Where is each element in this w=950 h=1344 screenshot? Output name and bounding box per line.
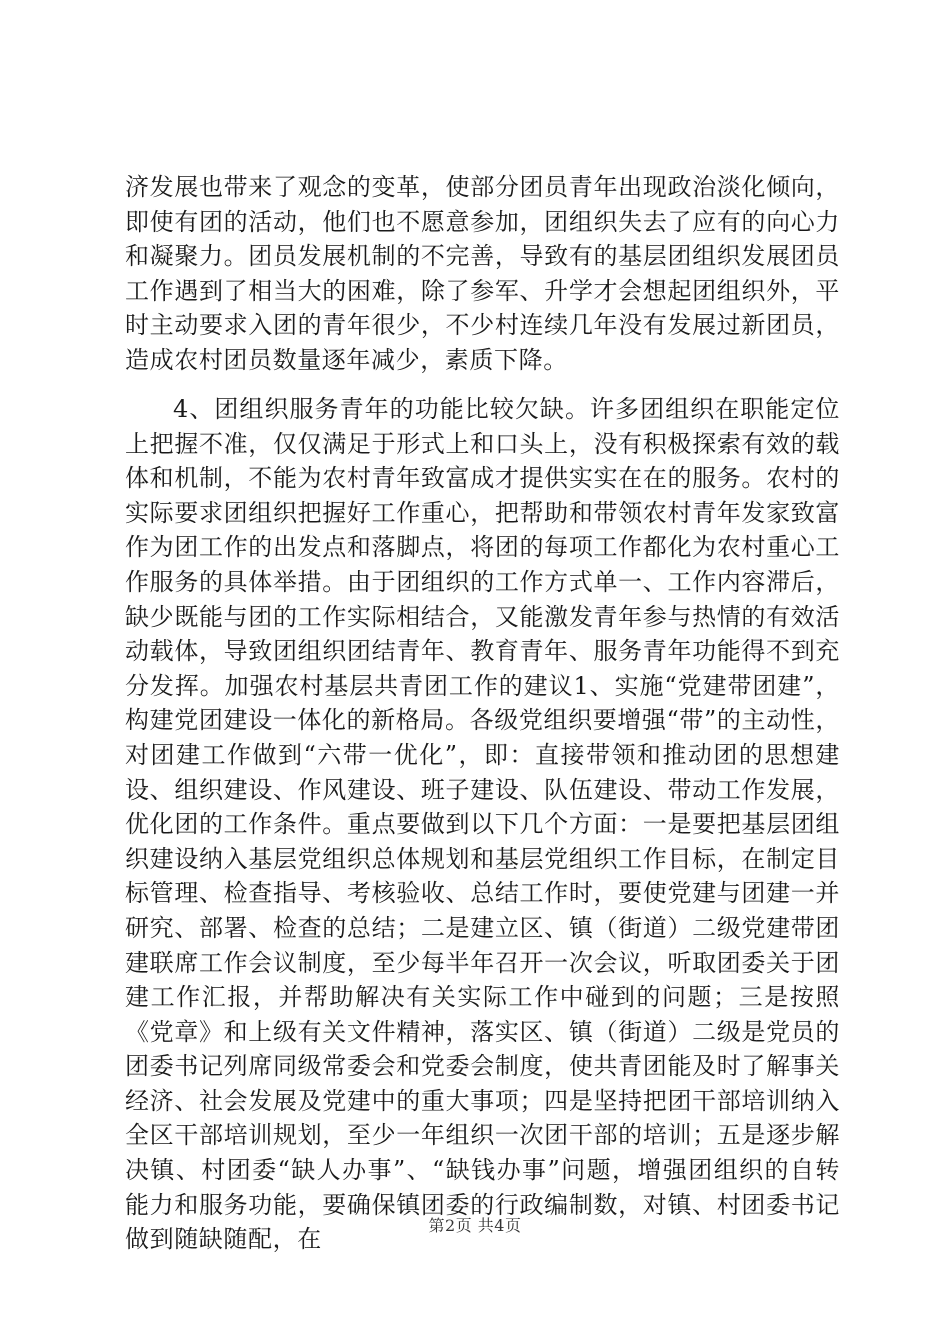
paragraph-section-4: 4、团组织服务青年的功能比较欠缺。许多团组织在职能定位上把握不准，仅仅满足于形式上和口头上，没有积极探索有效的载体和机制，不能为农村青年致富成才提供实实在在的服务。农村的实际要求团组织把握好工作重心，把帮助和带领农村青年发家致富作为团工作的出发点和落脚点，将团的每项工作都化为农村重心工作服务的具体举措。由于团组织的工作方式单一、工作内容滞后，缺少既能与团的工作实际相结合，又能激发青年参与热情的有效活动载体，导致团组织团结青年、教育青年、服务青年功能得不到充分发挥。加强农村基层共青团工作的建议1、实施“党建带团建”，构建党团建设一体化的新格局。各级党组织要增强“带”的主动性，对团建工作做到“六带一优化”，即：直接带领和推动团的思想建设、组织建设、作风建设、班子建设、队伍建设、带动工作发展，优化团的工作条件。重点要做到以下几个方面：一是要把基层团组织建设纳入基层党组织总体规划和基层党组织工作目标，在制定目标管理、检查指导、考核验收、总结工作时，要使党建与团建一并研究、部署、检查的总结；二是建立区、镇（街道）二级党建带团建联席工作会议制度，至少每半年召开一次会议，听取团委关于团建工作汇报，并帮助解决有关实际工作中碰到的问题；三是按照《党章》和上级有关文件精神，落实区、镇（街道）二级是党员的团委书记列席同级常委会和党委会制度，使共青团能及时了解事关经济、社会发展及党建中的重大事项；四是坚持把团干部培训纳入全区干部培训规划，至少一年组织一次团干部的培训；五是逐步解决镇、村团委“缺人办事”、“缺钱办事”问题，增强团组织的自转能力和服务功能，要确保镇团委的行政编制数，对镇、村团委书记做到随缺随配，在	[125, 395, 840, 1254]
paragraph-continuation: 济发展也带来了观念的变革，使部分团员青年出现政治淡化倾向，即使有团的活动，他们也不愿意参加，团组织失去了应有的向心力和凝聚力。团员发展机制的不完善，导致有的基层团组织发展团员工作遇到了相当大的困难，除了参军、升学才会想起团组织外，平时主动要求入团的青年很少，不少村连续几年没有发展过新团员，造成农村团员数量逐年减少，素质下降。	[125, 173, 840, 374]
page-number-footer: 第2页 共4页	[428, 1216, 522, 1235]
